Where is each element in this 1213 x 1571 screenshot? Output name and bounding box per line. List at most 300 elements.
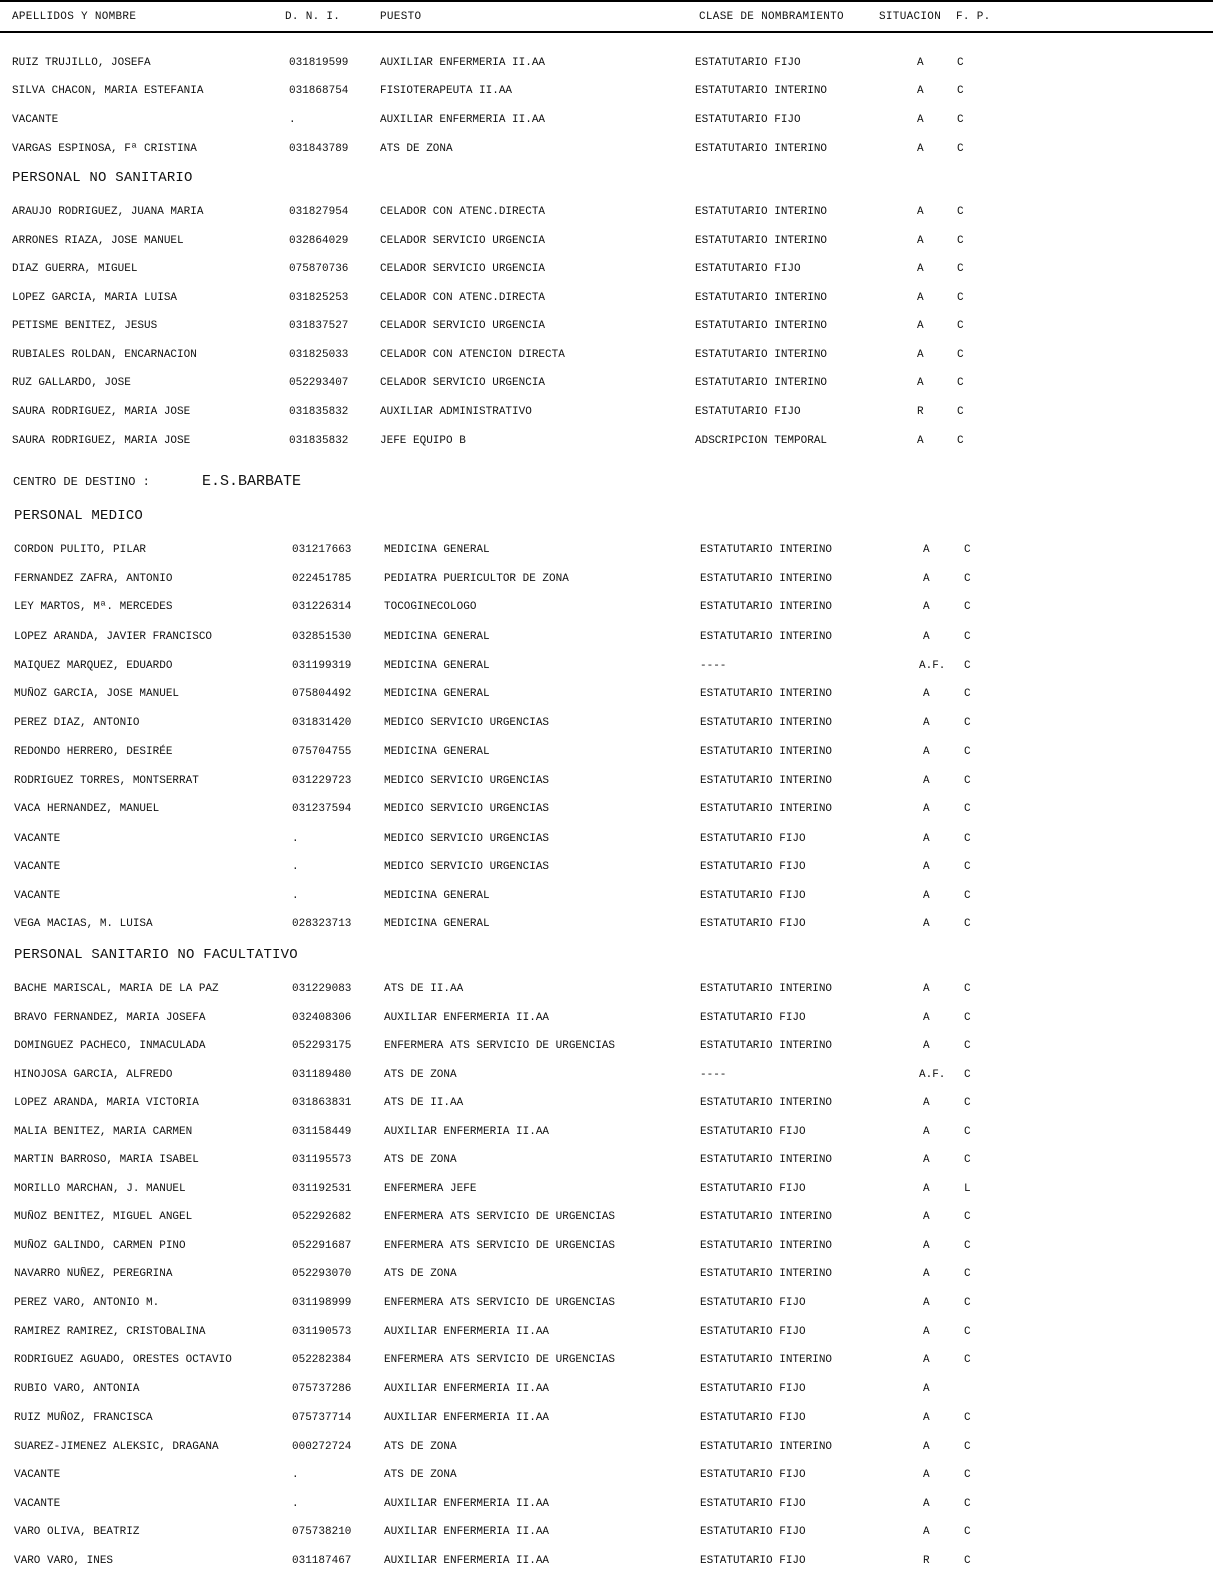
row-situacion: A xyxy=(923,717,930,729)
row-nombre: VEGA MACIAS, M. LUISA xyxy=(14,918,153,930)
table-row xyxy=(0,890,1213,904)
row-puesto: ATS DE ZONA xyxy=(384,1469,457,1481)
row-clase: ESTATUTARIO INTERINO xyxy=(700,601,833,613)
row-nombre: DIAZ GUERRA, MIGUEL xyxy=(12,263,138,275)
row-clase: ESTATUTARIO INTERINO xyxy=(695,292,828,304)
row-fp: C xyxy=(964,544,971,556)
row-nombre: RUZ GALLARDO, JOSE xyxy=(12,377,131,389)
row-clase: ESTATUTARIO INTERINO xyxy=(700,1441,833,1453)
row-puesto: CELADOR CON ATENC.DIRECTA xyxy=(380,206,546,218)
row-clase: ESTATUTARIO INTERINO xyxy=(695,206,828,218)
row-situacion: A xyxy=(923,1268,930,1280)
row-nombre: NAVARRO NUÑEZ, PEREGRINA xyxy=(14,1268,173,1280)
row-situacion: A xyxy=(917,377,924,389)
row-clase: ESTATUTARIO INTERINO xyxy=(700,688,833,700)
row-puesto: AUXILIAR ENFERMERIA II.AA xyxy=(384,1555,550,1567)
row-dni: . xyxy=(289,114,296,126)
table-row xyxy=(0,1183,1213,1197)
row-nombre: VARO VARO, INES xyxy=(14,1555,114,1567)
row-clase: ESTATUTARIO FIJO xyxy=(700,1183,806,1195)
row-dni: 028323713 xyxy=(292,918,352,930)
row-fp: C xyxy=(957,85,964,97)
table-row xyxy=(0,631,1213,645)
table-row xyxy=(0,1441,1213,1455)
table-row xyxy=(0,349,1213,363)
row-situacion: A xyxy=(923,746,930,758)
row-clase: ESTATUTARIO INTERINO xyxy=(695,85,828,97)
row-dni: 052292682 xyxy=(292,1211,352,1223)
row-dni: 075870736 xyxy=(289,263,349,275)
row-dni: . xyxy=(292,861,299,873)
row-nombre: CORDON PULITO, PILAR xyxy=(14,544,147,556)
row-clase: ESTATUTARIO FIJO xyxy=(700,1555,806,1567)
row-nombre: LOPEZ ARANDA, JAVIER FRANCISCO xyxy=(14,631,213,643)
table-row xyxy=(0,1354,1213,1368)
row-puesto: AUXILIAR ADMINISTRATIVO xyxy=(380,406,532,418)
table-row xyxy=(0,983,1213,997)
row-puesto: ATS DE ZONA xyxy=(384,1268,457,1280)
row-dni: 031843789 xyxy=(289,143,349,155)
row-nombre: VACANTE xyxy=(12,114,59,126)
table-row xyxy=(0,57,1213,71)
row-dni: 052282384 xyxy=(292,1354,352,1366)
row-nombre: VACANTE xyxy=(14,1469,61,1481)
row-dni: 052293070 xyxy=(292,1268,352,1280)
row-puesto: ENFERMERA ATS SERVICIO DE URGENCIAS xyxy=(384,1211,616,1223)
table-row xyxy=(0,235,1213,249)
row-clase: ESTATUTARIO FIJO xyxy=(695,263,801,275)
row-situacion: R xyxy=(923,1555,930,1567)
header-situacion: SITUACION xyxy=(879,11,942,23)
row-nombre: BACHE MARISCAL, MARIA DE LA PAZ xyxy=(14,983,219,995)
row-nombre: FERNANDEZ ZAFRA, ANTONIO xyxy=(14,573,173,585)
table-row xyxy=(0,206,1213,220)
row-puesto: ATS DE ZONA xyxy=(384,1069,457,1081)
row-dni: 031192531 xyxy=(292,1183,352,1195)
row-puesto: MEDICINA GENERAL xyxy=(384,890,490,902)
row-fp: C xyxy=(964,1211,971,1223)
table-row xyxy=(0,263,1213,277)
centro-name: E.S.BARBATE xyxy=(202,473,302,490)
row-fp: C xyxy=(964,1326,971,1338)
row-nombre: SILVA CHACON, MARIA ESTEFANIA xyxy=(12,85,204,97)
row-dni: 031835832 xyxy=(289,406,349,418)
row-clase: ESTATUTARIO FIJO xyxy=(700,1412,806,1424)
table-row xyxy=(0,717,1213,731)
row-dni: 031819599 xyxy=(289,57,349,69)
row-situacion: A xyxy=(923,1326,930,1338)
table-row xyxy=(0,918,1213,932)
row-puesto: MEDICINA GENERAL xyxy=(384,544,490,556)
row-puesto: AUXILIAR ENFERMERIA II.AA xyxy=(380,57,546,69)
row-situacion: A xyxy=(923,1498,930,1510)
row-nombre: PEREZ DIAZ, ANTONIO xyxy=(14,717,140,729)
row-situacion: A xyxy=(923,918,930,930)
row-situacion: A xyxy=(923,544,930,556)
row-fp: C xyxy=(957,349,964,361)
row-fp: C xyxy=(964,1297,971,1309)
row-puesto: MEDICINA GENERAL xyxy=(384,660,490,672)
row-dni: . xyxy=(292,1498,299,1510)
row-fp: C xyxy=(964,688,971,700)
row-situacion: A xyxy=(917,114,924,126)
row-puesto: ENFERMERA ATS SERVICIO DE URGENCIAS xyxy=(384,1297,616,1309)
row-situacion: A xyxy=(917,57,924,69)
row-clase: ---- xyxy=(700,660,727,672)
row-puesto: MEDICINA GENERAL xyxy=(384,746,490,758)
row-situacion: A xyxy=(923,861,930,873)
header-dni: D. N. I. xyxy=(285,11,341,23)
table-header xyxy=(0,0,1213,33)
row-situacion: A xyxy=(923,1183,930,1195)
row-puesto: AUXILIAR ENFERMERIA II.AA xyxy=(380,114,546,126)
row-puesto: MEDICINA GENERAL xyxy=(384,918,490,930)
row-nombre: VACA HERNANDEZ, MANUEL xyxy=(14,803,160,815)
header-nombre: APELLIDOS Y NOMBRE xyxy=(12,11,137,23)
table-row xyxy=(0,1240,1213,1254)
row-dni: 052293175 xyxy=(292,1040,352,1052)
row-fp: C xyxy=(964,660,971,672)
table-row xyxy=(0,1154,1213,1168)
row-clase: ESTATUTARIO INTERINO xyxy=(700,775,833,787)
row-puesto: ATS DE II.AA xyxy=(384,983,464,995)
row-nombre: LOPEZ GARCIA, MARIA LUISA xyxy=(12,292,178,304)
row-dni: 075737286 xyxy=(292,1383,352,1395)
row-nombre: VACANTE xyxy=(14,1498,61,1510)
row-clase: ESTATUTARIO INTERINO xyxy=(700,1240,833,1252)
row-dni: 032408306 xyxy=(292,1012,352,1024)
row-dni: 031827954 xyxy=(289,206,349,218)
row-puesto: ENFERMERA ATS SERVICIO DE URGENCIAS xyxy=(384,1354,616,1366)
row-fp: C xyxy=(957,435,964,447)
row-puesto: ATS DE II.AA xyxy=(384,1097,464,1109)
table-row xyxy=(0,833,1213,847)
row-nombre: BRAVO FERNANDEZ, MARIA JOSEFA xyxy=(14,1012,206,1024)
row-situacion: A xyxy=(923,1154,930,1166)
row-fp: C xyxy=(964,1126,971,1138)
table-row xyxy=(0,660,1213,674)
row-clase: ESTATUTARIO INTERINO xyxy=(700,544,833,556)
row-nombre: DOMINGUEZ PACHECO, INMACULADA xyxy=(14,1040,206,1052)
row-dni: 031199319 xyxy=(292,660,352,672)
row-situacion: A xyxy=(917,85,924,97)
table-row xyxy=(0,1268,1213,1282)
row-nombre: SAURA RODRIGUEZ, MARIA JOSE xyxy=(12,406,191,418)
row-situacion: A xyxy=(917,320,924,332)
row-clase: ESTATUTARIO FIJO xyxy=(700,1297,806,1309)
row-puesto: ENFERMERA ATS SERVICIO DE URGENCIAS xyxy=(384,1040,616,1052)
row-puesto: ATS DE ZONA xyxy=(384,1441,457,1453)
row-puesto: CELADOR CON ATENCION DIRECTA xyxy=(380,349,565,361)
row-clase: ESTATUTARIO INTERINO xyxy=(700,1211,833,1223)
row-fp: C xyxy=(964,631,971,643)
row-situacion: A xyxy=(923,631,930,643)
row-nombre: VARGAS ESPINOSA, Fª CRISTINA xyxy=(12,143,197,155)
header-puesto: PUESTO xyxy=(380,11,422,23)
table-row xyxy=(0,85,1213,99)
row-nombre: RUBIALES ROLDAN, ENCARNACION xyxy=(12,349,197,361)
row-clase: ESTATUTARIO INTERINO xyxy=(700,746,833,758)
row-dni: 031831420 xyxy=(292,717,352,729)
row-dni: 031195573 xyxy=(292,1154,352,1166)
row-situacion: A xyxy=(917,206,924,218)
row-puesto: MEDICO SERVICIO URGENCIAS xyxy=(384,717,550,729)
table-row xyxy=(0,292,1213,306)
row-dni: 031189480 xyxy=(292,1069,352,1081)
row-nombre: VACANTE xyxy=(14,833,61,845)
table-row xyxy=(0,1326,1213,1340)
row-clase: ESTATUTARIO INTERINO xyxy=(700,1354,833,1366)
row-dni: 031198999 xyxy=(292,1297,352,1309)
row-clase: ESTATUTARIO INTERINO xyxy=(700,983,833,995)
row-clase: ESTATUTARIO INTERINO xyxy=(700,803,833,815)
row-fp: C xyxy=(964,833,971,845)
row-situacion: A xyxy=(923,1297,930,1309)
section-title-no-sanitario: PERSONAL NO SANITARIO xyxy=(12,170,193,186)
table-row xyxy=(0,1211,1213,1225)
row-clase: ESTATUTARIO INTERINO xyxy=(700,1040,833,1052)
row-situacion: A xyxy=(917,143,924,155)
row-situacion: A.F. xyxy=(919,660,946,672)
row-nombre: MARTIN BARROSO, MARIA ISABEL xyxy=(14,1154,199,1166)
row-puesto: MEDICO SERVICIO URGENCIAS xyxy=(384,775,550,787)
row-fp: C xyxy=(964,983,971,995)
row-fp: C xyxy=(957,143,964,155)
row-dni: 031868754 xyxy=(289,85,349,97)
row-clase: ADSCRIPCION TEMPORAL xyxy=(695,435,828,447)
row-puesto: MEDICINA GENERAL xyxy=(384,631,490,643)
row-situacion: A xyxy=(923,573,930,585)
row-situacion: A xyxy=(923,1441,930,1453)
row-nombre: MUÑOZ GARCIA, JOSE MANUEL xyxy=(14,688,180,700)
row-clase: ---- xyxy=(700,1069,727,1081)
table-row xyxy=(0,1012,1213,1026)
row-fp: C xyxy=(957,263,964,275)
row-clase: ESTATUTARIO FIJO xyxy=(700,918,806,930)
row-situacion: A xyxy=(923,1240,930,1252)
row-clase: ESTATUTARIO INTERINO xyxy=(700,1097,833,1109)
row-dni: . xyxy=(292,833,299,845)
section-title-sanitario-no-facultativo: PERSONAL SANITARIO NO FACULTATIVO xyxy=(14,947,298,963)
row-puesto: CELADOR SERVICIO URGENCIA xyxy=(380,320,546,332)
row-situacion: A xyxy=(923,775,930,787)
row-nombre: RODRIGUEZ TORRES, MONTSERRAT xyxy=(14,775,199,787)
table-row xyxy=(0,1498,1213,1512)
row-puesto: ENFERMERA JEFE xyxy=(384,1183,477,1195)
row-dni: 075804492 xyxy=(292,688,352,700)
row-fp: C xyxy=(964,1412,971,1424)
row-clase: ESTATUTARIO FIJO xyxy=(700,1326,806,1338)
row-puesto: CELADOR SERVICIO URGENCIA xyxy=(380,235,546,247)
row-situacion: A xyxy=(923,1097,930,1109)
row-fp: C xyxy=(957,377,964,389)
row-dni: 000272724 xyxy=(292,1441,352,1453)
row-dni: 032851530 xyxy=(292,631,352,643)
table-row xyxy=(0,1383,1213,1397)
row-dni: 031190573 xyxy=(292,1326,352,1338)
row-dni: 031226314 xyxy=(292,601,352,613)
row-dni: 031835832 xyxy=(289,435,349,447)
row-puesto: CELADOR CON ATENC.DIRECTA xyxy=(380,292,546,304)
row-nombre: VARO OLIVA, BEATRIZ xyxy=(14,1526,140,1538)
row-clase: ESTATUTARIO FIJO xyxy=(700,890,806,902)
row-fp: C xyxy=(964,1441,971,1453)
row-nombre: VACANTE xyxy=(14,890,61,902)
row-puesto: FISIOTERAPEUTA II.AA xyxy=(380,85,513,97)
row-clase: ESTATUTARIO INTERINO xyxy=(695,235,828,247)
row-situacion: R xyxy=(917,406,924,418)
row-situacion: A xyxy=(923,1469,930,1481)
row-clase: ESTATUTARIO FIJO xyxy=(700,861,806,873)
row-nombre: HINOJOSA GARCIA, ALFREDO xyxy=(14,1069,173,1081)
table-row xyxy=(0,1412,1213,1426)
row-dni: 031187467 xyxy=(292,1555,352,1567)
row-puesto: JEFE EQUIPO B xyxy=(380,435,466,447)
row-fp: C xyxy=(957,406,964,418)
row-situacion: A xyxy=(917,235,924,247)
row-dni: 031229083 xyxy=(292,983,352,995)
row-clase: ESTATUTARIO INTERINO xyxy=(700,1154,833,1166)
row-puesto: AUXILIAR ENFERMERIA II.AA xyxy=(384,1498,550,1510)
row-nombre: RUBIO VARO, ANTONIA xyxy=(14,1383,140,1395)
table-row xyxy=(0,746,1213,760)
row-situacion: A xyxy=(923,688,930,700)
row-clase: ESTATUTARIO FIJO xyxy=(700,1383,806,1395)
table-row xyxy=(0,435,1213,449)
table-row xyxy=(0,1097,1213,1111)
row-dni: . xyxy=(292,1469,299,1481)
row-nombre: MALIA BENITEZ, MARIA CARMEN xyxy=(14,1126,193,1138)
row-dni: 031217663 xyxy=(292,544,352,556)
row-puesto: AUXILIAR ENFERMERIA II.AA xyxy=(384,1326,550,1338)
row-fp: C xyxy=(957,292,964,304)
row-fp: C xyxy=(964,1268,971,1280)
row-nombre: MAIQUEZ MARQUEZ, EDUARDO xyxy=(14,660,173,672)
row-nombre: LEY MARTOS, Mª. MERCEDES xyxy=(14,601,173,613)
row-situacion: A xyxy=(923,1412,930,1424)
row-dni: 031158449 xyxy=(292,1126,352,1138)
row-clase: ESTATUTARIO FIJO xyxy=(700,1126,806,1138)
row-nombre: ARAUJO RODRIGUEZ, JUANA MARIA xyxy=(12,206,204,218)
row-fp: C xyxy=(957,206,964,218)
row-situacion: A xyxy=(923,1012,930,1024)
row-clase: ESTATUTARIO INTERINO xyxy=(695,349,828,361)
row-fp: C xyxy=(964,1555,971,1567)
centro-label: CENTRO DE DESTINO : xyxy=(13,475,150,489)
row-puesto: MEDICO SERVICIO URGENCIAS xyxy=(384,803,550,815)
row-fp: C xyxy=(964,1469,971,1481)
row-nombre: SUAREZ-JIMENEZ ALEKSIC, DRAGANA xyxy=(14,1441,219,1453)
row-fp: C xyxy=(964,573,971,585)
row-nombre: RUIZ MUÑOZ, FRANCISCA xyxy=(14,1412,153,1424)
row-situacion: A xyxy=(917,435,924,447)
row-dni: 031837527 xyxy=(289,320,349,332)
row-fp: C xyxy=(957,114,964,126)
row-situacion: A xyxy=(923,601,930,613)
row-puesto: PEDIATRA PUERICULTOR DE ZONA xyxy=(384,573,569,585)
row-puesto: ATS DE ZONA xyxy=(384,1154,457,1166)
row-dni: 031825033 xyxy=(289,349,349,361)
row-situacion: A xyxy=(917,263,924,275)
row-fp: L xyxy=(964,1183,971,1195)
row-puesto: AUXILIAR ENFERMERIA II.AA xyxy=(384,1526,550,1538)
row-nombre: LOPEZ ARANDA, MARIA VICTORIA xyxy=(14,1097,199,1109)
row-fp: C xyxy=(957,235,964,247)
table-row xyxy=(0,1469,1213,1483)
row-puesto: MEDICO SERVICIO URGENCIAS xyxy=(384,833,550,845)
row-fp: C xyxy=(964,918,971,930)
row-situacion: A xyxy=(923,1383,930,1395)
row-dni: 052293407 xyxy=(289,377,349,389)
row-clase: ESTATUTARIO INTERINO xyxy=(695,320,828,332)
row-clase: ESTATUTARIO FIJO xyxy=(700,1498,806,1510)
row-dni: 075737714 xyxy=(292,1412,352,1424)
table-row xyxy=(0,320,1213,334)
table-row xyxy=(0,861,1213,875)
header-fp: F. P. xyxy=(956,11,991,23)
row-fp: C xyxy=(964,717,971,729)
row-puesto: CELADOR SERVICIO URGENCIA xyxy=(380,377,546,389)
row-puesto: MEDICO SERVICIO URGENCIAS xyxy=(384,861,550,873)
row-puesto: AUXILIAR ENFERMERIA II.AA xyxy=(384,1383,550,1395)
row-situacion: A xyxy=(923,1040,930,1052)
row-dni: 075738210 xyxy=(292,1526,352,1538)
row-nombre: PEREZ VARO, ANTONIO M. xyxy=(14,1297,160,1309)
row-clase: ESTATUTARIO FIJO xyxy=(700,833,806,845)
table-row xyxy=(0,1555,1213,1569)
row-dni: 032864029 xyxy=(289,235,349,247)
row-clase: ESTATUTARIO INTERINO xyxy=(695,377,828,389)
row-clase: ESTATUTARIO FIJO xyxy=(700,1469,806,1481)
table-row xyxy=(0,601,1213,615)
row-fp: C xyxy=(964,1240,971,1252)
row-fp: C xyxy=(964,746,971,758)
row-situacion: A xyxy=(923,1126,930,1138)
row-fp: C xyxy=(964,601,971,613)
row-fp: C xyxy=(964,1012,971,1024)
row-clase: ESTATUTARIO INTERINO xyxy=(695,143,828,155)
row-puesto: ATS DE ZONA xyxy=(380,143,453,155)
row-situacion: A xyxy=(917,292,924,304)
row-nombre: ARRONES RIAZA, JOSE MANUEL xyxy=(12,235,184,247)
row-situacion: A.F. xyxy=(919,1069,946,1081)
table-row xyxy=(0,114,1213,128)
table-row xyxy=(0,143,1213,157)
table-row xyxy=(0,1126,1213,1140)
row-clase: ESTATUTARIO FIJO xyxy=(700,1012,806,1024)
table-row xyxy=(0,1069,1213,1083)
row-clase: ESTATUTARIO FIJO xyxy=(700,1526,806,1538)
row-nombre: RAMIREZ RAMIREZ, CRISTOBALINA xyxy=(14,1326,206,1338)
table-row xyxy=(0,406,1213,420)
row-nombre: REDONDO HERRERO, DESIRÉE xyxy=(14,746,173,758)
row-puesto: TOCOGINECOLOGO xyxy=(384,601,477,613)
row-puesto: ENFERMERA ATS SERVICIO DE URGENCIAS xyxy=(384,1240,616,1252)
row-dni: 031237594 xyxy=(292,803,352,815)
row-clase: ESTATUTARIO INTERINO xyxy=(700,573,833,585)
row-situacion: A xyxy=(923,1211,930,1223)
row-dni: 052291687 xyxy=(292,1240,352,1252)
row-dni: 031229723 xyxy=(292,775,352,787)
row-fp: C xyxy=(964,1354,971,1366)
row-fp: C xyxy=(964,1498,971,1510)
table-row xyxy=(0,775,1213,789)
table-row xyxy=(0,573,1213,587)
row-situacion: A xyxy=(923,833,930,845)
row-dni: 031863831 xyxy=(292,1097,352,1109)
row-clase: ESTATUTARIO INTERINO xyxy=(700,1268,833,1280)
row-fp: C xyxy=(957,57,964,69)
